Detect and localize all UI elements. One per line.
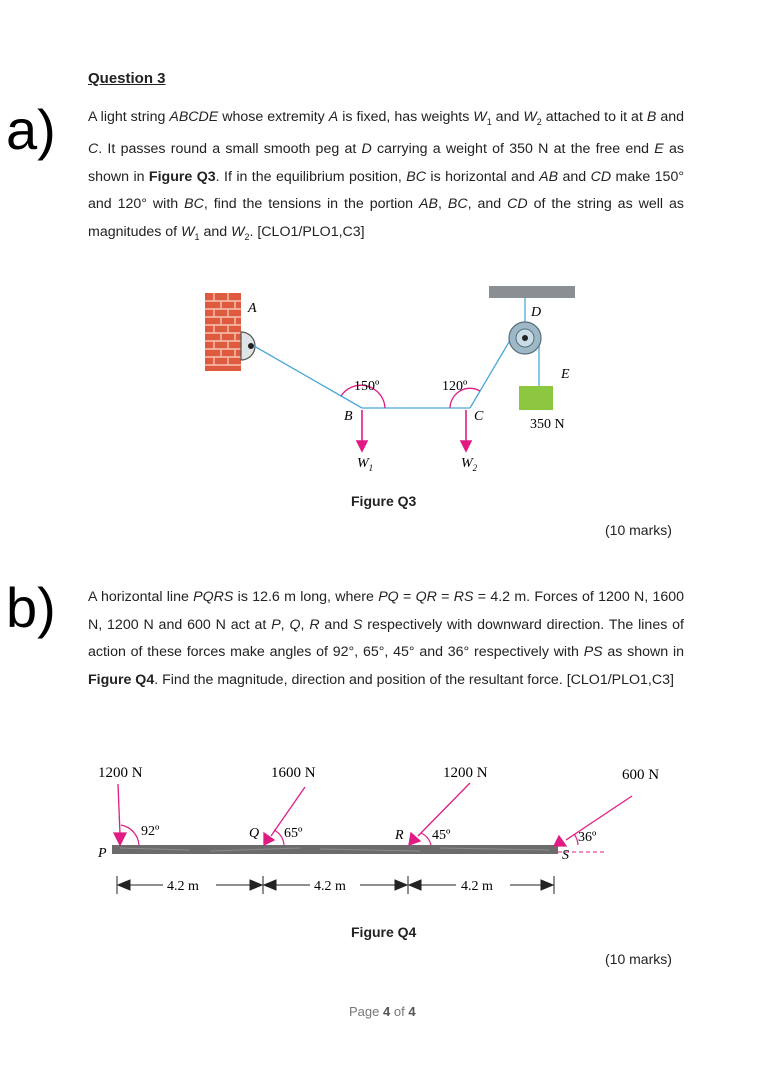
part-a-label: a) [6, 98, 56, 161]
label-c: C [474, 409, 484, 424]
force-label-p: 1200 N [98, 765, 143, 781]
force-label-s: 600 N [622, 767, 660, 783]
angle-b-label: 150º [354, 379, 380, 394]
angle-arc-r [421, 833, 431, 845]
force-label-r: 1200 N [443, 765, 488, 781]
distance-label-3: 4.2 m [461, 879, 493, 894]
question-title: Question 3 [88, 70, 166, 87]
point-label-r: R [395, 828, 404, 843]
point-label-s: S [562, 848, 569, 863]
angle-label-q: 65º [284, 826, 303, 841]
distance-label-1: 4.2 m [167, 879, 199, 894]
w1-label: $W_1$ [357, 456, 374, 473]
w2-label: $W_2$ [461, 456, 478, 473]
figure-q3-caption: Figure Q3 [351, 493, 417, 509]
angle-arc-q [274, 830, 284, 845]
marks-b: (10 marks) [605, 951, 672, 967]
angle-c-label: 120º [442, 379, 468, 394]
angle-label-p: 92º [141, 824, 160, 839]
page-footer: Page 4 of 4 [349, 1004, 416, 1019]
point-label-p: P [98, 846, 107, 861]
question-b-text: A horizontal line PQRS is 12.6 m long, where PQ = QR = RS = 4.2 m. Forces of 1200 N, 1600 N, 1200 N and 600 N act at P, Q, R and S respectively with downward direction. The lines of action of these forces make angles of 92°, 65°, 45° and 36° respectively with PS as shown in Figure Q4. Find the magnitude, direction and position of the resultant force. [CLO1/PLO1,C3] [88, 589, 685, 688]
question-a-text: A light string ABCDE whose extremity A is fixed, has weights $W_1$ and $W_2$ attached to it at B and C. It passes round a small smooth peg at D carrying a weight of 350 N at the free end E as shown in Figure Q3. If in the equilibrium position, BC is horizontal and AB and CD make 150° and 120° with BC, find the tensions in the portion AB, BC, and CD of the string as well as magnitudes of $W_1$ and $W_2$. [CLO1/PLO1,C3] [88, 109, 685, 242]
angle-label-s: 36º [578, 830, 597, 845]
label-a: A [248, 301, 257, 316]
label-e: E [561, 367, 570, 382]
distance-label-2: 4.2 m [314, 879, 346, 894]
force-arrow-s [566, 796, 632, 840]
part-b-label: b) [6, 576, 56, 639]
point-label-q: Q [249, 826, 260, 841]
figure-q4-caption: Figure Q4 [351, 924, 417, 940]
marks-a: (10 marks) [605, 522, 672, 538]
label-b: B [344, 409, 353, 424]
force-label-q: 1600 N [271, 765, 316, 781]
weight-label: 350 N [530, 417, 565, 432]
force-arrow-p [118, 784, 120, 834]
angle-label-r: 45º [432, 828, 451, 843]
label-d: D [531, 305, 542, 320]
